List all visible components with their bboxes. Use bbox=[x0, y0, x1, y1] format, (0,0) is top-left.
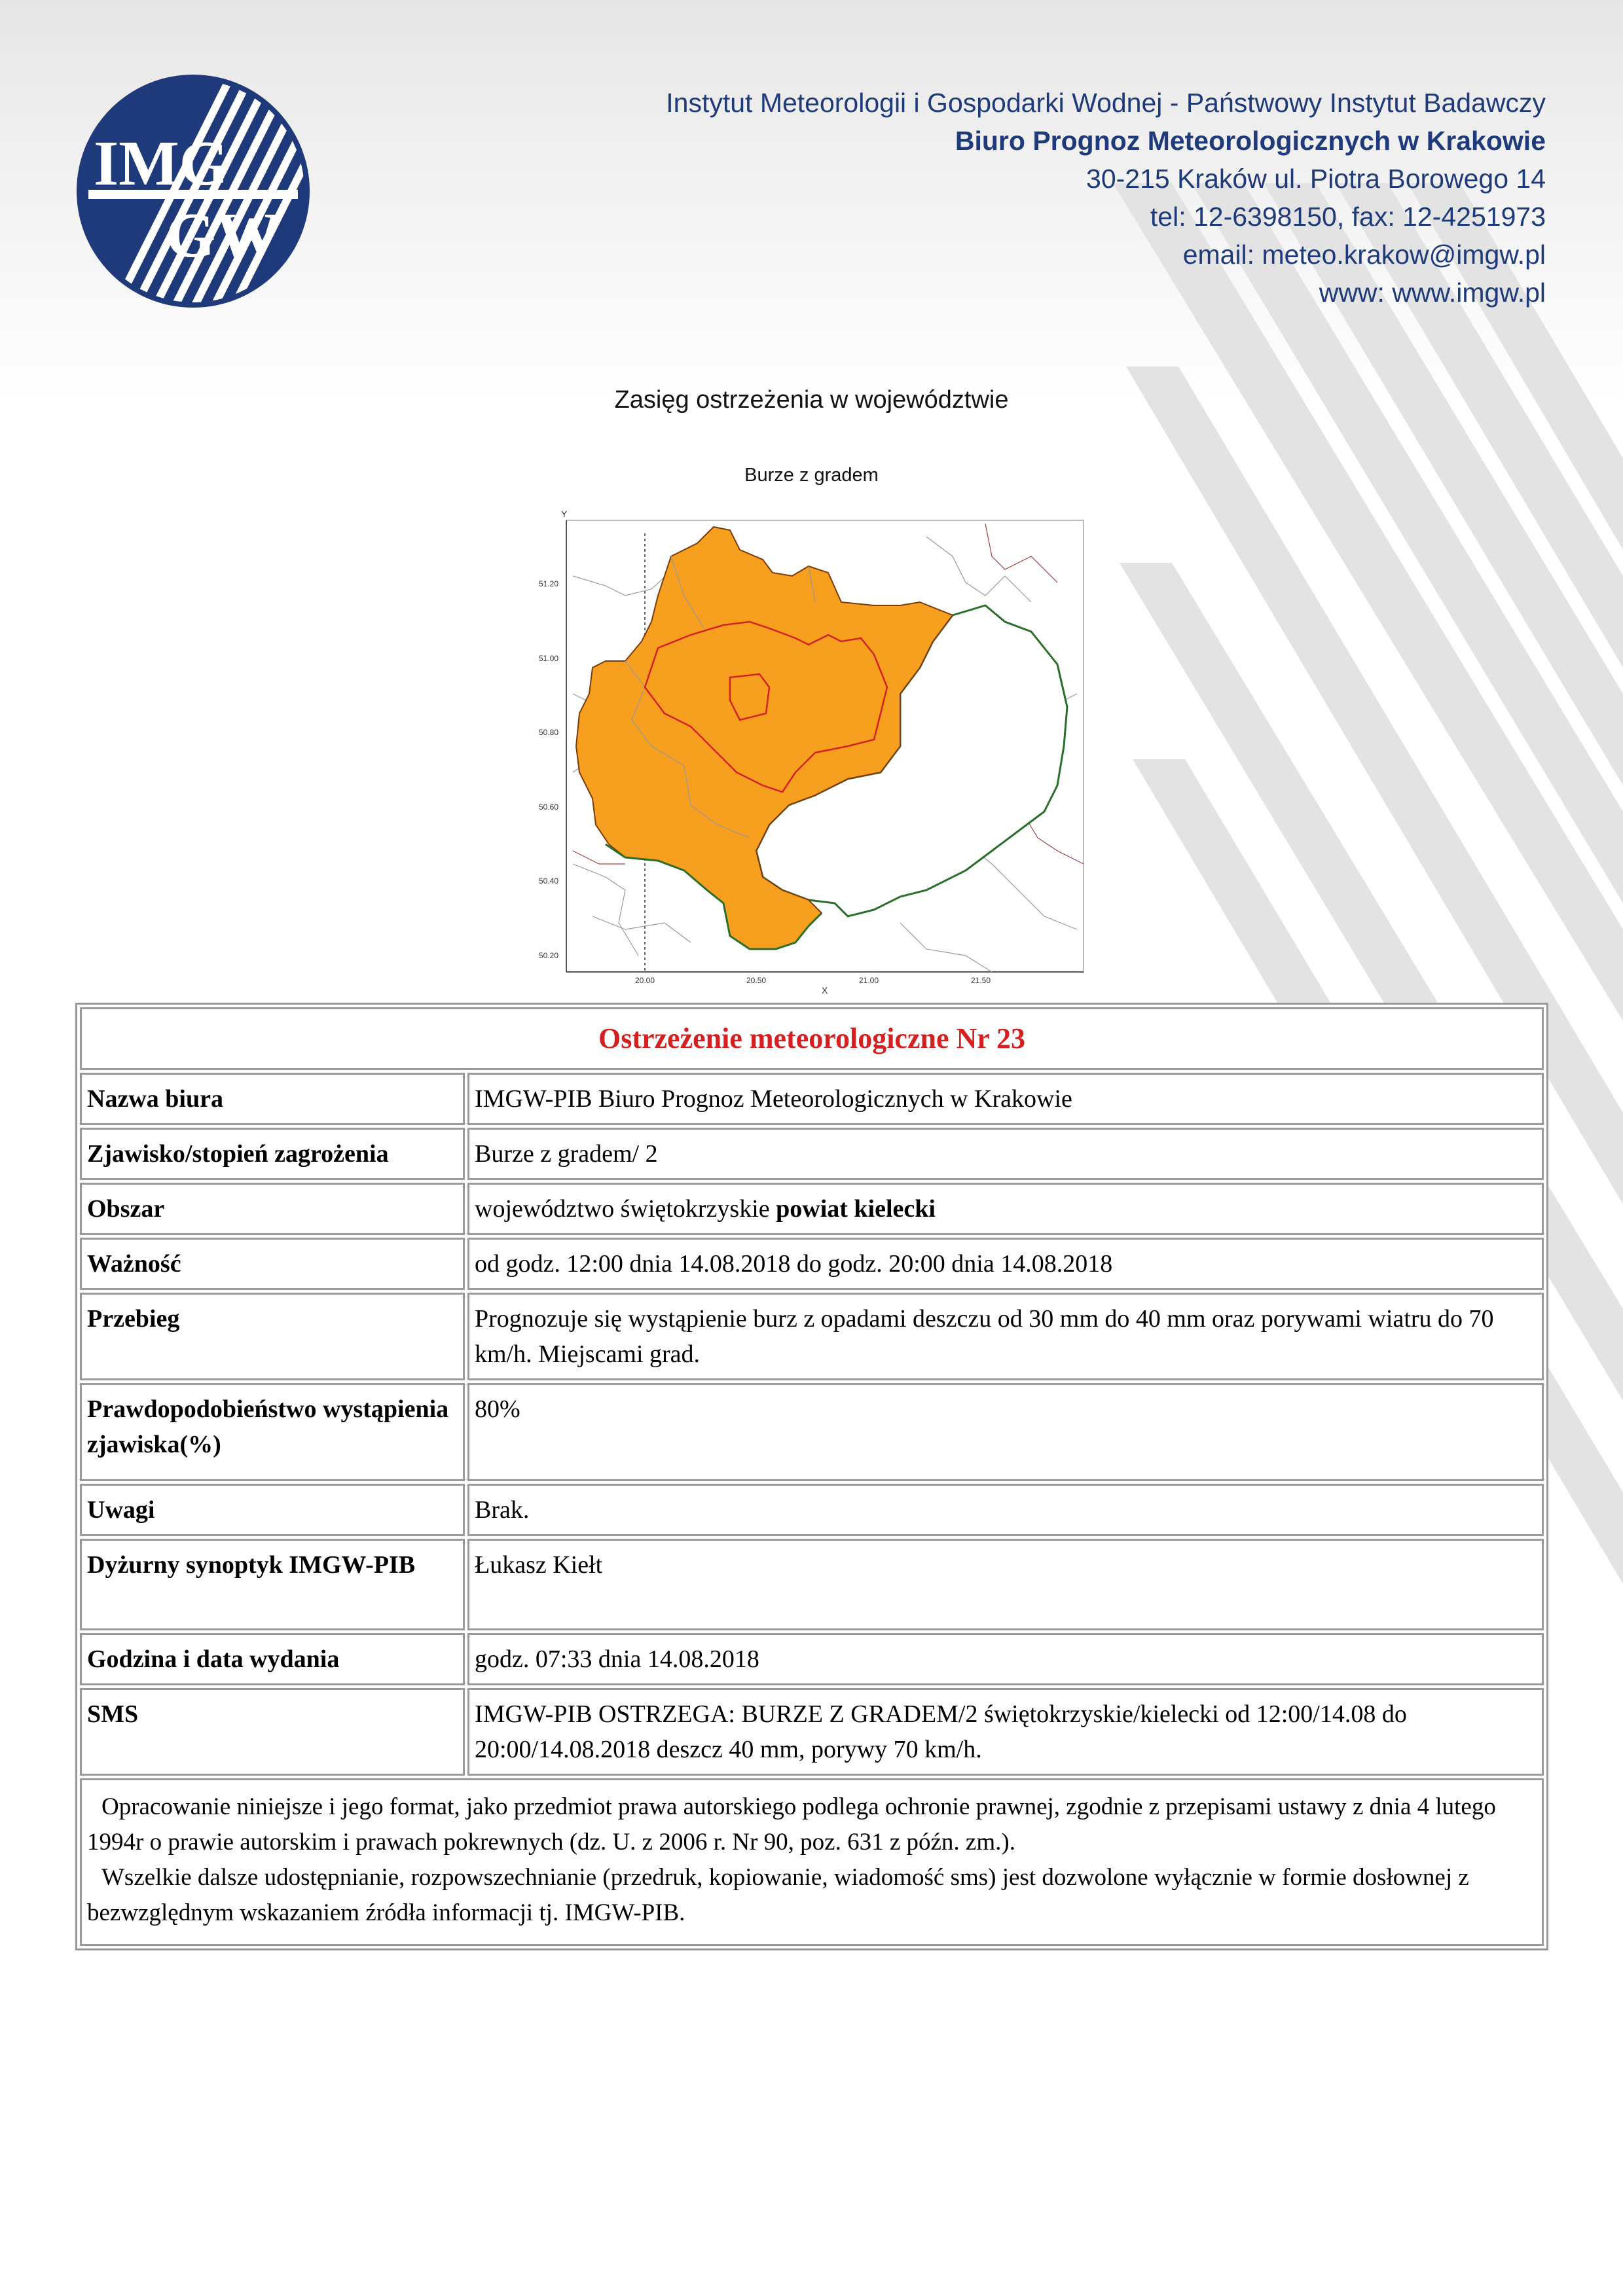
table-row bbox=[80, 1238, 1544, 1290]
address: 30-215 Kraków ul. Piotra Borowego 14 bbox=[1086, 164, 1546, 194]
institute-name: Instytut Meteorologii i Gospodarki Wodnej - Państwowy Instytut Badawczy bbox=[666, 88, 1546, 118]
y-tick: 50.40 bbox=[539, 876, 559, 886]
map-subtitle: Burze z gradem bbox=[744, 465, 879, 486]
copyright-text-2: Wszelkie dalsze udostępnianie, rozpowszechnianie (przedruk, kopiowanie, wiadomość sms) jest dozwolone wyłącznie w formie dosłownej z bezwzględnym wskazaniem źródła informacji tj. IMGW-PIB. bbox=[87, 1864, 1469, 1926]
warning-table bbox=[75, 1003, 1548, 1950]
x-tick: 21.50 bbox=[971, 976, 991, 985]
row-label: Nazwa biura bbox=[80, 1073, 465, 1125]
area-voivodeship: województwo świętokrzyskie bbox=[475, 1195, 770, 1223]
table-row bbox=[80, 1007, 1544, 1070]
y-tick: 51.20 bbox=[539, 579, 559, 588]
table-row bbox=[80, 1539, 1544, 1630]
x-tick: 20.00 bbox=[635, 976, 655, 985]
table-row bbox=[80, 1183, 1544, 1235]
x-tick: 21.00 bbox=[859, 976, 879, 985]
table-row bbox=[80, 1383, 1544, 1481]
row-label: Obszar bbox=[80, 1183, 465, 1235]
x-axis-label: X bbox=[822, 985, 828, 995]
logo-text-bottom: GW bbox=[166, 200, 280, 271]
table-row bbox=[80, 1293, 1544, 1380]
row-value: IMGW-PIB Biuro Prognoz Meteorologicznych w Krakowie bbox=[467, 1073, 1544, 1125]
row-value: Burze z gradem/ 2 bbox=[467, 1128, 1544, 1180]
table-row bbox=[80, 1073, 1544, 1125]
website[interactable]: www: www.imgw.pl bbox=[1319, 278, 1546, 308]
row-label: Uwagi bbox=[80, 1484, 465, 1536]
row-value: godz. 07:33 dnia 14.08.2018 bbox=[467, 1633, 1544, 1685]
copyright-paragraph-2 bbox=[87, 1860, 1537, 1931]
row-label: Przebieg bbox=[80, 1293, 465, 1380]
row-label: Prawdopodobieństwo wystąpienia zjawiska(%) bbox=[80, 1383, 465, 1481]
table-row bbox=[80, 1778, 1544, 1946]
y-tick: 50.80 bbox=[539, 728, 559, 737]
email[interactable]: email: meteo.krakow@imgw.pl bbox=[1182, 240, 1546, 270]
y-tick: 50.20 bbox=[539, 951, 559, 960]
institution-header bbox=[666, 84, 1546, 312]
map-caption: Zasięg ostrzeżenia w województwie bbox=[614, 386, 1009, 414]
row-value: od godz. 12:00 dnia 14.08.2018 do godz. 20:00 dnia 14.08.2018 bbox=[467, 1238, 1544, 1290]
row-value: IMGW-PIB OSTRZEGA: BURZE Z GRADEM/2 świętokrzyskie/kielecki od 12:00/14.08 do 20:00/14.08.2018 deszcz 40 mm, porywy 70 km/h. bbox=[467, 1688, 1544, 1776]
row-value-area bbox=[467, 1183, 1544, 1235]
row-value: Łukasz Kiełt bbox=[467, 1539, 1544, 1630]
imgw-logo bbox=[75, 73, 311, 309]
y-tick: 50.60 bbox=[539, 802, 559, 812]
table-row bbox=[80, 1128, 1544, 1180]
row-label: SMS bbox=[80, 1688, 465, 1776]
copyright-text-1: Opracowanie niniejsze i jego format, jako przedmiot prawa autorskiego podlega ochronie prawnej, zgodnie z przepisami ustawy z dnia 4 lutego 1994r o prawie autorskim i prawach pokrewnych (dz. U. z 2006 r. Nr 90, poz. 631 z późn. zm.). bbox=[87, 1793, 1496, 1856]
table-row bbox=[80, 1633, 1544, 1685]
bureau-name: Biuro Prognoz Meteorologicznych w Krakowie bbox=[955, 126, 1546, 156]
y-tick: 51.00 bbox=[539, 654, 559, 663]
table-row bbox=[80, 1688, 1544, 1776]
x-tick: 20.50 bbox=[746, 976, 767, 985]
warning-map bbox=[534, 497, 1087, 995]
row-label: Dyżurny synoptyk IMGW-PIB bbox=[80, 1539, 465, 1630]
row-label: Godzina i data wydania bbox=[80, 1633, 465, 1685]
area-county: powiat kielecki bbox=[776, 1195, 936, 1223]
table-row bbox=[80, 1484, 1544, 1536]
row-value: 80% bbox=[467, 1383, 1544, 1481]
copyright-paragraph-1 bbox=[87, 1789, 1537, 1860]
row-value: Brak. bbox=[467, 1484, 1544, 1536]
row-value: Prognozuje się wystąpienie burz z opadami deszczu od 30 mm do 40 mm oraz porywami wiatru do 70 km/h. Miejscami grad. bbox=[467, 1293, 1544, 1380]
logo-text-top: IMG bbox=[94, 128, 229, 199]
row-label: Ważność bbox=[80, 1238, 465, 1290]
row-label: Zjawisko/stopień zagrożenia bbox=[80, 1128, 465, 1180]
warning-table-container bbox=[75, 1003, 1548, 1950]
warning-title: Ostrzeżenie meteorologiczne Nr 23 bbox=[80, 1007, 1544, 1070]
copyright-notice bbox=[80, 1778, 1544, 1946]
phone-fax: tel: 12-6398150, fax: 12-4251973 bbox=[1150, 202, 1546, 232]
y-axis-label: Y bbox=[561, 509, 568, 519]
